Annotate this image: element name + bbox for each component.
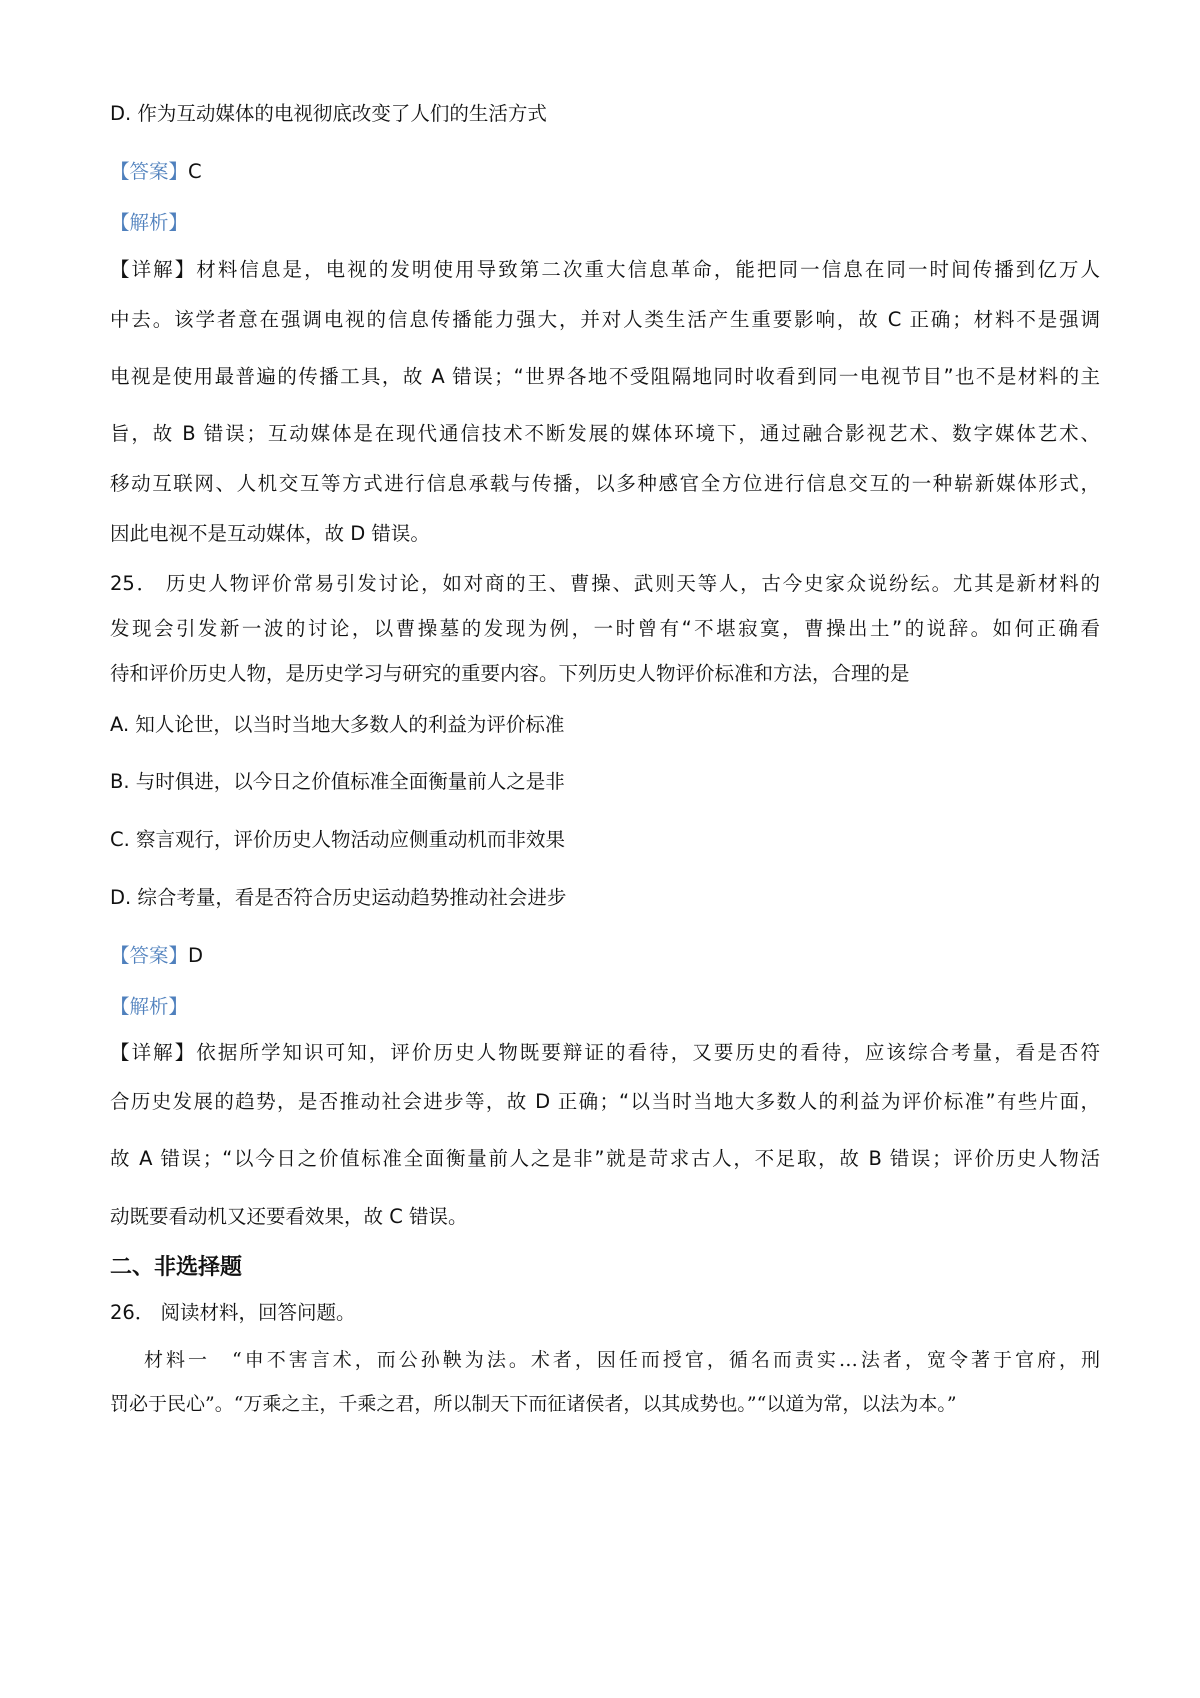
q24-detail-line: 因此电视不是互动媒体，故 D 错误。 — [110, 522, 430, 545]
q25-detail-line: 故 A 错误；“以今日之价值标准全面衡量前人之是非”就是苛求古人，不足取，故 B 错误；评价历史人物活 — [110, 1147, 1100, 1170]
q24-detail-line: 中去。该学者意在强调电视的信息传播能力强大，并对人类生活产生重要影响，故 C 正确；材料不是强调 — [110, 308, 1100, 331]
answer-value: D — [188, 944, 204, 967]
section-heading: 二、非选择题 — [110, 1255, 243, 1280]
q25-answer — [110, 942, 1100, 970]
q24-detail-line: 移动互联网、人机交互等方式进行信息承载与传播，以多种感官全方位进行信息交互的一种崭新媒体形式， — [110, 472, 1100, 495]
q24-option-d: D. 作为互动媒体的电视彻底改变了人们的生活方式 — [110, 102, 547, 125]
q24-detail-line: 电视是使用最普遍的传播工具，故 A 错误；“世界各地不受阻隔地同时收看到同一电视节目”也不是材料的主 — [110, 365, 1100, 388]
q26-material-line: 材料一 “申不害言术，而公孙鞅为法。术者，因任而授官，循名而责实…法者，宽令著于官府，刑 — [144, 1349, 1100, 1371]
q25-option-c: C. 察言观行，评价历史人物活动应侧重动机而非效果 — [110, 828, 566, 851]
q25-option-b: B. 与时俱进，以今日之价值标准全面衡量前人之是非 — [110, 770, 565, 793]
q24-analysis-tag: 【解析】 — [110, 211, 189, 234]
q24-answer — [110, 158, 1100, 186]
q24-detail-line: 旨，故 B 错误；互动媒体是在现代通信技术不断发展的媒体环境下，通过融合影视艺术、数字媒体艺术、 — [110, 422, 1100, 445]
q24-detail-line: 【详解】材料信息是，电视的发明使用导致第二次重大信息革命，能把同一信息在同一时间传播到亿万人 — [110, 258, 1100, 281]
q25-option-a: A. 知人论世，以当时当地大多数人的利益为评价标准 — [110, 713, 565, 736]
answer-tag: 【答案】 — [110, 944, 189, 967]
answer-tag: 【答案】 — [110, 160, 189, 183]
q25-analysis-tag: 【解析】 — [110, 995, 189, 1018]
q25-detail-line: 合历史发展的趋势，是否推动社会进步等，故 D 正确；“以当时当地大多数人的利益为评价标准”有些片面， — [110, 1090, 1100, 1113]
q25-stem-line: 发现会引发新一波的讨论，以曹操墓的发现为例，一时曾有“不堪寂寞，曹操出土”的说辞。如何正确看 — [110, 617, 1100, 640]
answer-value: C — [188, 160, 202, 183]
q26-stem: 26． 阅读材料，回答问题。 — [110, 1301, 356, 1324]
q25-stem-line: 25． 历史人物评价常易引发讨论，如对商的王、曹操、武则天等人，古今史家众说纷纭。尤其是新材料的 — [110, 572, 1100, 595]
q25-detail-line: 动既要看动机又还要看效果，故 C 错误。 — [110, 1205, 468, 1228]
q25-stem-line: 待和评价历史人物，是历史学习与研究的重要内容。下列历史人物评价标准和方法，合理的是 — [110, 662, 910, 685]
q25-option-d: D. 综合考量，看是否符合历史运动趋势推动社会进步 — [110, 886, 567, 909]
q25-detail-line: 【详解】依据所学知识可知，评价历史人物既要辩证的看待，又要历史的看待，应该综合考量，看是否符 — [110, 1041, 1100, 1064]
q26-material-line: 罚必于民心”。“万乘之主，千乘之君，所以制天下而征诸侯者，以其成势也。”“以道为常，以法为本。” — [110, 1393, 957, 1415]
